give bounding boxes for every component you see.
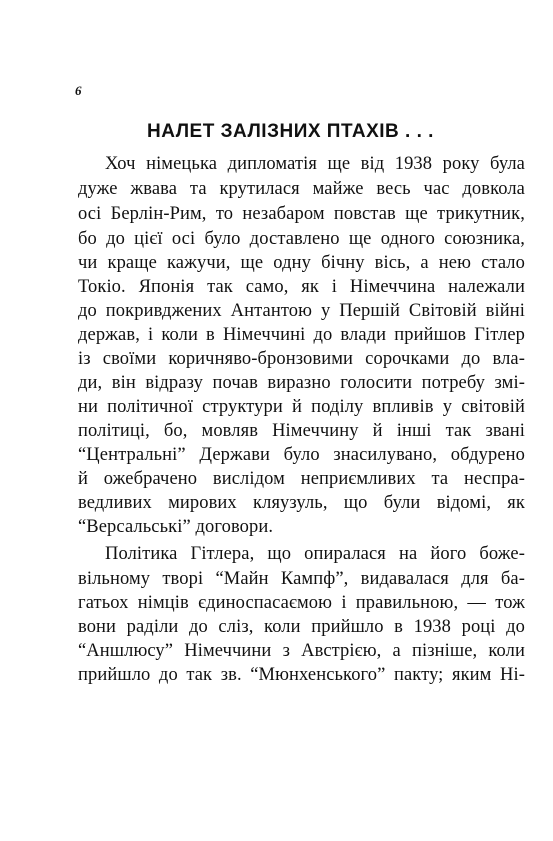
text-line: “Центральні” Держави було знасилувано, обдурено (78, 445, 525, 465)
text-line: Хоч німецька дипломатія ще від 1938 року була (105, 154, 525, 174)
text-line: прийшло до так зв. “Мюнхенського” пакту; яким Ні- (78, 665, 525, 685)
text-line: ни політичної структури й поділу впливів у світовій (78, 397, 525, 417)
text-line: із своїми коричняво-бронзовими сорочками до вла- (78, 349, 525, 369)
text-line: вільному творі “Майн Кампф”, видавалася для ба- (78, 569, 525, 589)
text-line: Токіо. Японія так само, як і Німеччина належали (78, 277, 525, 297)
text-line: Політика Гітлера, що опиралася на його боже- (105, 544, 525, 564)
text-line: до покривджених Антантою у Першій Світовій війні (78, 301, 525, 321)
text-line: держав, і коли в Німеччині до влади прийшов Гітлер (78, 325, 525, 345)
text-line: “Аншлюсу” Німеччини з Австрією, а пізніше, коли (78, 641, 525, 661)
text-line: гатьох німців єдиноспасаємою і правильною, — тож (78, 593, 525, 613)
page-number: 6 (75, 83, 82, 98)
text-line: бо до цієї осі було доставлено ще одного союзника, (78, 229, 525, 249)
text-line: чи краще кажучи, ще одну бічну вісь, а нею стало (78, 253, 525, 273)
text-line: політиці, бо, мовляв Німеччину й інші так звані (78, 421, 525, 441)
text-line: “Версальські” договори. (78, 517, 274, 537)
text-line: осі Берлін-Рим, то незабаром повстав ще трикутник, (78, 204, 525, 224)
text-line: й ожебрачено вислідом неприємливих та неспра- (78, 469, 525, 489)
text-line: дуже жвава та крутилася майже весь час довкола (78, 179, 525, 199)
chapter-heading: НАЛЕТ ЗАЛІЗНИХ ПТАХІВ . . . (147, 121, 434, 142)
text-line: вони раділи до сліз, коли прийшло в 1938 році до (78, 617, 525, 637)
text-line: ведливих мирових кляузуль, що були відомі, як (78, 493, 525, 513)
text-line: ди, він відразу почав виразно голосити потребу змі- (78, 373, 525, 393)
